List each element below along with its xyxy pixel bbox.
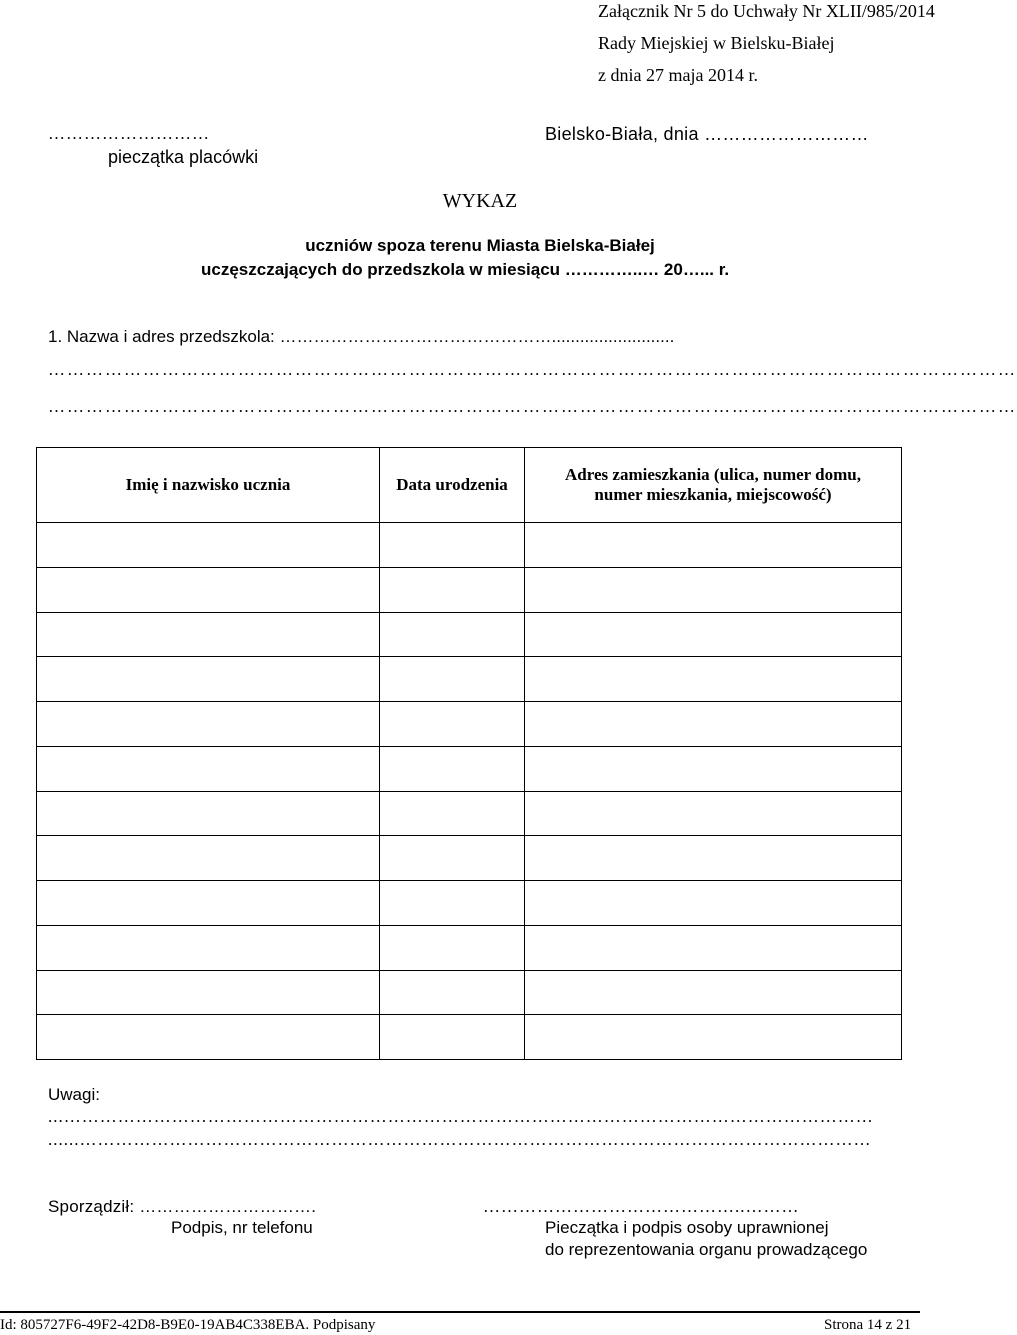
column-header-name: Imię i nazwisko ucznia: [37, 448, 380, 523]
table-cell[interactable]: [380, 523, 525, 568]
attachment-header-line2: Rady Miejskiej w Bielsku-Białej: [598, 33, 835, 53]
authorized-signature-line: ……………………………………..………: [483, 1197, 800, 1216]
table-row: [37, 612, 902, 657]
table-cell[interactable]: [380, 567, 525, 612]
table-row: [37, 702, 902, 747]
table-cell[interactable]: [37, 523, 380, 568]
stamp-placeholder-line: ………………………: [48, 124, 210, 143]
table-cell[interactable]: [380, 657, 525, 702]
table-row: [37, 881, 902, 926]
prepared-by-caption: Podpis, nr telefonu: [171, 1218, 313, 1237]
table-row: [37, 836, 902, 881]
table-cell[interactable]: [525, 836, 902, 881]
notes-line2: ......……………………………………………………………………………………………………………………: [48, 1130, 872, 1149]
document-subtitle-line1: uczniów spoza terenu Miasta Bielska-Białej: [305, 236, 655, 255]
table-cell[interactable]: [525, 791, 902, 836]
table-cell[interactable]: [525, 702, 902, 747]
table-cell[interactable]: [525, 657, 902, 702]
table-row: [37, 657, 902, 702]
column-header-birthdate: Data urodzenia: [380, 448, 525, 523]
table-cell[interactable]: [525, 1015, 902, 1060]
table-cell[interactable]: [380, 702, 525, 747]
notes-line1: ...………………………………………………………………………………………………………………………: [48, 1107, 874, 1126]
table-row: [37, 746, 902, 791]
table-row: [37, 925, 902, 970]
table-cell[interactable]: [525, 881, 902, 926]
students-table: [36, 447, 902, 1060]
authorized-caption-line2: do reprezentowania organu prowadzącego: [545, 1240, 868, 1259]
table-row: [37, 791, 902, 836]
table-cell[interactable]: [37, 925, 380, 970]
table-cell[interactable]: [380, 836, 525, 881]
kindergarten-address-line2: ………………………………………………………………………………………………………………………………………: [48, 397, 1017, 416]
table-cell[interactable]: [37, 881, 380, 926]
table-cell[interactable]: [525, 612, 902, 657]
table-cell[interactable]: [525, 523, 902, 568]
table-cell[interactable]: [380, 612, 525, 657]
table-cell[interactable]: [37, 746, 380, 791]
document-subtitle-line2: uczęszczających do przedszkola w miesiącu …………..… 20…... r.: [201, 260, 730, 279]
table-cell[interactable]: [525, 567, 902, 612]
table-row: [37, 1015, 902, 1060]
kindergarten-address-line1: ………………………………………………………………………………………………………………………………………: [48, 360, 1017, 379]
table-row: [37, 970, 902, 1015]
table-cell[interactable]: [380, 1015, 525, 1060]
footer-divider: [0, 1311, 920, 1313]
footer-document-id: Id: 805727F6-49F2-42D8-B9E0-19AB4C338EBA. Podpisany: [0, 1317, 376, 1333]
table-header-row: [37, 448, 902, 523]
table-cell[interactable]: [525, 746, 902, 791]
table-cell[interactable]: [37, 657, 380, 702]
table-cell[interactable]: [37, 836, 380, 881]
column-header-address: Adres zamieszkania (ulica, numer domu, numer mieszkania, miejscowość): [525, 448, 902, 523]
table-cell[interactable]: [37, 567, 380, 612]
table-cell[interactable]: [380, 746, 525, 791]
table-cell[interactable]: [380, 791, 525, 836]
table-row: [37, 567, 902, 612]
table-row: [37, 523, 902, 568]
table-cell[interactable]: [380, 925, 525, 970]
attachment-header-line1: Załącznik Nr 5 do Uchwały Nr XLII/985/2014: [598, 1, 935, 21]
table-cell[interactable]: [380, 881, 525, 926]
table-cell[interactable]: [37, 1015, 380, 1060]
table-cell[interactable]: [380, 970, 525, 1015]
table-cell[interactable]: [37, 791, 380, 836]
notes-label: Uwagi:: [48, 1085, 100, 1104]
prepared-by-field: Sporządził: ………………………….: [48, 1197, 317, 1216]
footer-page-number: Strona 14 z 21: [824, 1317, 912, 1333]
table-cell[interactable]: [525, 925, 902, 970]
place-date-field: Bielsko-Biała, dnia ………………………: [545, 124, 869, 144]
document-title: WYKAZ: [442, 190, 518, 212]
table-cell[interactable]: [525, 970, 902, 1015]
table-cell[interactable]: [37, 970, 380, 1015]
table-cell[interactable]: [37, 612, 380, 657]
stamp-label: pieczątka placówki: [108, 147, 259, 167]
authorized-caption-line1: Pieczątka i podpis osoby uprawnionej: [545, 1218, 829, 1237]
table-cell[interactable]: [37, 702, 380, 747]
kindergarten-name-field: 1. Nazwa i adres przedszkola: …………………………………………..........................: [48, 327, 675, 346]
attachment-header-line3: z dnia 27 maja 2014 r.: [598, 65, 758, 85]
